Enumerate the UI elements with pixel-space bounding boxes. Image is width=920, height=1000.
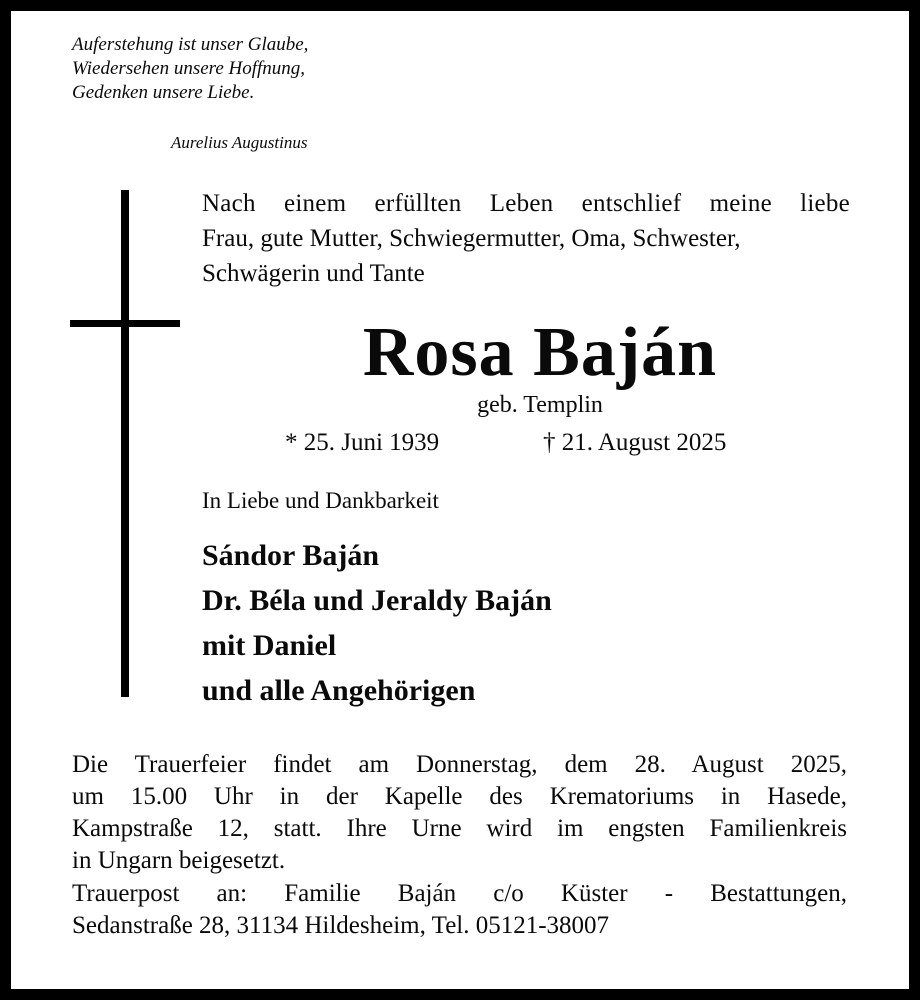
service-line: um 15.00 Uhr in der Kapelle des Krematoriums in Hasede,: [72, 783, 847, 810]
mourner: Dr. Béla und Jeraldy Baján: [202, 584, 552, 617]
quote-line: Auferstehung ist unser Glaube,: [72, 34, 309, 55]
service-info: [72, 749, 847, 877]
death-date: † 21. August 2025: [543, 429, 727, 456]
deceased-name: Rosa Baján: [362, 314, 718, 391]
quote-line: Wiedersehen unsere Hoffnung,: [72, 58, 306, 79]
obituary-card: [11, 11, 909, 989]
intro-paragraph: [202, 186, 850, 291]
intro-line: Nach einem erfüllten Leben entschlief meine liebe: [202, 190, 850, 217]
mourner: mit Daniel: [202, 629, 337, 662]
cross-vertical-bar: [121, 190, 129, 697]
intro-line: Schwägerin und Tante: [202, 260, 425, 287]
quote-author: Aurelius Augustinus: [171, 133, 308, 152]
intro-line: Frau, gute Mutter, Schwiegermutter, Oma, Schwester,: [202, 225, 741, 252]
maiden-name: geb. Templin: [477, 392, 603, 418]
address-line: Sedanstraße 28, 31134 Hildesheim, Tel. 05121-38007: [72, 912, 610, 939]
service-line: in Ungarn beigesetzt.: [72, 847, 286, 874]
condolence-address: [72, 878, 847, 942]
thanks-line: In Liebe und Dankbarkeit: [202, 488, 439, 513]
service-line: Kampstraße 12, statt. Ihre Urne wird im engsten Familienkreis: [72, 815, 847, 842]
quote: [72, 33, 308, 105]
service-line: Die Trauerfeier findet am Donnerstag, dem 28. August 2025,: [72, 751, 847, 778]
mourner: Sándor Baján: [202, 539, 380, 572]
address-line: Trauerpost an: Familie Baján c/o Küster - Bestattungen,: [72, 880, 847, 907]
birth-date: * 25. Juni 1939: [285, 429, 440, 456]
quote-line: Gedenken unsere Liebe.: [72, 82, 255, 103]
mourner: und alle Angehörigen: [202, 674, 476, 707]
mourners-list: [202, 533, 552, 713]
